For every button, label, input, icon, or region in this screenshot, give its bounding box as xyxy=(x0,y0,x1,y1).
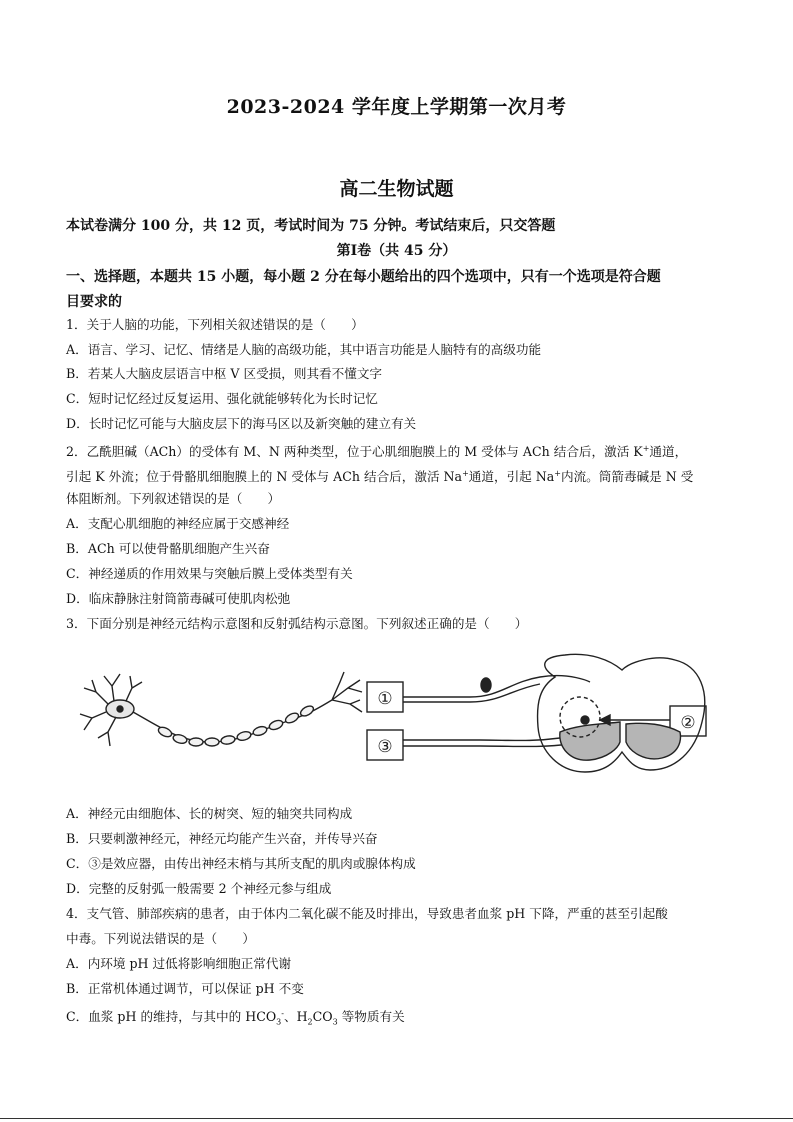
q1-option-c: C．短时记忆经过反复运用、强化就能够转化为长时记忆 xyxy=(66,391,378,406)
q2-stem2-c: 内流。筒箭毒碱是 N 受 xyxy=(560,469,694,485)
label-2: ② xyxy=(680,713,696,733)
q1-option-d: D．长时记忆可能与大脑皮层下的海马区以及新突触的建立有关 xyxy=(66,416,417,431)
part-title: 第Ⅰ卷（共 45 分） xyxy=(336,243,457,259)
q3-stem: 3．下面分别是神经元结构示意图和反射弧结构示意图。下列叙述正确的是（ ） xyxy=(66,616,528,631)
label-3: ③ xyxy=(377,737,393,757)
section-heading-line1: 一、选择题，本题共 15 小题，每小题 2 分在每小题给出的四个选项中，只有一个选项是符合题 xyxy=(66,269,661,285)
neuron-reflex-arc-diagram xyxy=(70,652,730,777)
instructions: 本试卷满分 100 分，共 12 页，考试时间为 75 分钟。考试结束后，只交答题 xyxy=(66,218,556,234)
q4-c-minus: - xyxy=(281,1009,284,1018)
label-1: ① xyxy=(377,689,393,709)
q2-na-charge-2: + xyxy=(554,469,561,478)
q4-c-sub3: 3 xyxy=(276,1017,282,1027)
neuron-illustration xyxy=(80,672,362,746)
q2-stem-line3: 体阻断剂。下列叙述错误的是（ ） xyxy=(66,491,281,506)
q2-na-charge-1: + xyxy=(462,469,469,478)
q1-stem: 1．关于人脑的功能，下列相关叙述错误的是（ ） xyxy=(66,317,364,332)
q4-option-c xyxy=(66,1006,405,1031)
q2-option-a: A．支配心肌细胞的神经应属于交感神经 xyxy=(66,516,290,531)
q2-option-d: D．临床静脉注射筒箭毒碱可使肌肉松弛 xyxy=(66,591,291,606)
q1-option-a: A．语言、学习、记忆、情绪是人脑的高级功能，其中语言功能是人脑特有的高级功能 xyxy=(66,342,542,357)
q2-stem1-b: 通道， xyxy=(649,444,688,460)
page-bottom-rule xyxy=(0,1118,793,1119)
subject-title: 高二生物试题 xyxy=(339,178,454,200)
q2-option-b: B．ACh 可以使骨骼肌细胞产生兴奋 xyxy=(66,541,270,556)
q2-k-charge: + xyxy=(642,444,650,453)
q4-c-part-c: CO xyxy=(312,1009,333,1025)
reflex-arc-illustration xyxy=(367,654,706,772)
q2-stem1-a: 2．乙酰胆碱（ACh）的受体有 M、N 两种类型，位于心肌细胞膜上的 M 受体与 ACh 结合后，激活 K xyxy=(66,444,643,460)
q2-stem-line2 xyxy=(66,466,693,485)
q3-option-a: A．神经元由细胞体、长的树突、短的轴突共同构成 xyxy=(66,806,353,821)
q4-option-b: B．正常机体通过调节，可以保证 pH 不变 xyxy=(66,981,304,996)
q4-stem-line2: 中毒。下列说法错误的是（ ） xyxy=(66,931,255,946)
q4-stem-line1: 4．支气管、肺部疾病的患者，由于体内二氧化碳不能及时排出，导致患者血浆 pH 下降，严重的甚至引起酸 xyxy=(66,906,668,921)
q4-c-part-a: C．血浆 pH 的维持，与其中的 HCO xyxy=(66,1009,277,1025)
q4-c-part-b: 、H xyxy=(283,1009,308,1025)
q2-stem2-a: 引起 K 外流；位于骨骼肌细胞膜上的 N 受体与 ACh 结合后，激活 Na xyxy=(66,469,463,485)
q4-option-a: A．内环境 pH 过低将影响细胞正常代谢 xyxy=(66,956,292,971)
q3-option-b: B．只要刺激神经元，神经元均能产生兴奋，并传导兴奋 xyxy=(66,831,378,846)
q4-c-part-d: 等物质有关 xyxy=(337,1009,405,1025)
q4-c-sub3b: 3 xyxy=(332,1017,338,1027)
q3-option-c: C．③是效应器，由传出神经末梢与其所支配的肌肉或腺体构成 xyxy=(66,856,416,871)
section-heading-line2: 目要求的 xyxy=(66,294,122,310)
q2-option-c: C．神经递质的作用效果与突触后膜上受体类型有关 xyxy=(66,566,353,581)
q3-option-d: D．完整的反射弧一般需要 2 个神经元参与组成 xyxy=(66,881,332,896)
q1-option-b: B．若某人大脑皮层语言中枢 V 区受损，则其看不懂文字 xyxy=(66,366,383,381)
q2-stem2-b: 通道，引起 Na xyxy=(468,469,555,485)
q2-stem-line1 xyxy=(66,441,687,460)
q4-c-sub2: 2 xyxy=(307,1017,313,1027)
exam-title: 2023-2024 学年度上学期第一次月考 xyxy=(226,96,567,118)
